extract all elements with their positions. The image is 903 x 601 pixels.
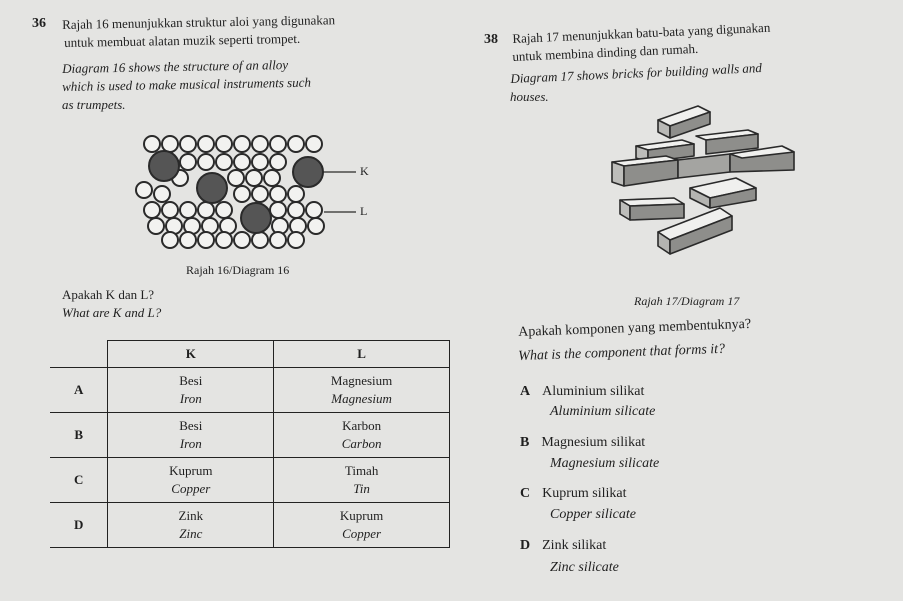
q38-text-en-2: houses. bbox=[510, 89, 549, 104]
option-l-cell bbox=[274, 368, 450, 413]
l-ms: Karbon bbox=[342, 418, 382, 433]
q38-question-ms: Apakah komponen yang membentuknya? bbox=[518, 316, 752, 340]
q38-option-c[interactable] bbox=[520, 484, 627, 502]
k-ms: Kuprum bbox=[169, 463, 213, 478]
option-text-ms: Magnesium silikat bbox=[541, 435, 646, 450]
q36-text-ms-2: untuk membuat alatan muzik seperti trompet. bbox=[64, 30, 301, 50]
q38-number: 38 bbox=[484, 32, 498, 47]
option-row-b[interactable] bbox=[50, 413, 450, 458]
option-text-ms: Kuprum silikat bbox=[542, 486, 627, 501]
option-letter: D bbox=[50, 503, 108, 548]
q36-question-ms: Apakah K dan L? bbox=[62, 287, 155, 302]
option-l-cell bbox=[274, 458, 450, 503]
option-text-ms: Aluminium silikat bbox=[542, 384, 645, 399]
option-k-cell bbox=[108, 368, 274, 413]
q38-text-ms-1: Rajah 17 menunjukkan batu-bata yang digunakan bbox=[512, 19, 771, 46]
option-letter: C bbox=[50, 458, 108, 503]
k-en: Iron bbox=[179, 436, 202, 451]
k-en: Copper bbox=[171, 481, 211, 496]
option-text-ms: Zink silikat bbox=[542, 538, 607, 553]
option-letter: C bbox=[520, 486, 531, 501]
k-ms: Zink bbox=[178, 508, 204, 523]
option-row-a[interactable] bbox=[50, 368, 450, 413]
table-header-l: L bbox=[274, 341, 450, 368]
k-ms: Besi bbox=[179, 418, 203, 433]
alloy-structure-diagram bbox=[130, 128, 390, 258]
l-ms: Magnesium bbox=[330, 373, 393, 388]
q38-option-d-en: Zinc silicate bbox=[550, 560, 619, 575]
brick-stack bbox=[612, 106, 794, 254]
q36-question-en: What are K and L? bbox=[62, 305, 162, 320]
bricks-illustration bbox=[600, 96, 810, 266]
l-ms: Kuprum bbox=[339, 508, 384, 523]
diagram-17-caption: Rajah 17/Diagram 17 bbox=[634, 294, 740, 308]
q38-option-d[interactable] bbox=[520, 536, 606, 554]
option-letter: D bbox=[520, 538, 531, 553]
q36-text-en-2: which is used to make musical instruments such bbox=[62, 74, 312, 94]
option-letter: A bbox=[520, 384, 531, 399]
q38-question-en: What is the component that forms it? bbox=[518, 341, 726, 364]
l-en: Tin bbox=[353, 481, 370, 496]
option-letter: A bbox=[50, 368, 108, 413]
l-en: Carbon bbox=[341, 436, 382, 451]
option-letter: B bbox=[520, 435, 530, 450]
q38-option-b-en: Magnesium silicate bbox=[550, 456, 660, 471]
option-l-cell bbox=[274, 503, 450, 548]
table-header-k: K bbox=[108, 341, 274, 368]
diagram-label-k: K bbox=[360, 164, 369, 178]
option-k-cell bbox=[108, 503, 274, 548]
q38-option-a-en: Aluminium silicate bbox=[550, 404, 656, 419]
option-k-cell bbox=[108, 413, 274, 458]
q36-text-en-3: as trumpets. bbox=[62, 97, 126, 112]
l-en: Copper bbox=[342, 526, 382, 541]
q36-number: 36 bbox=[32, 16, 46, 31]
k-en: Zinc bbox=[179, 526, 203, 541]
l-ms: Timah bbox=[344, 463, 379, 478]
k-ms: Besi bbox=[179, 373, 203, 388]
q38-text-en-1: Diagram 17 shows bricks for building walls and bbox=[510, 60, 763, 86]
k-en: Iron bbox=[179, 391, 202, 406]
option-k-cell bbox=[108, 458, 274, 503]
option-letter: B bbox=[50, 413, 108, 458]
q38-text-ms-2: untuk membina dinding dan rumah. bbox=[512, 40, 699, 64]
q38-option-c-en: Copper silicate bbox=[550, 507, 636, 522]
l-en: Magnesium bbox=[331, 391, 392, 406]
option-l-cell bbox=[274, 413, 450, 458]
table-corner bbox=[50, 341, 108, 368]
diagram-label-l: L bbox=[360, 204, 368, 218]
option-row-d[interactable] bbox=[50, 503, 450, 548]
q38-option-a[interactable] bbox=[520, 382, 644, 400]
q36-text-ms-1: Rajah 16 menunjukkan struktur aloi yang digunakan bbox=[62, 12, 336, 32]
q36-options-table bbox=[50, 340, 450, 548]
q36-options-table-wrapper bbox=[50, 340, 450, 548]
option-row-c[interactable] bbox=[50, 458, 450, 503]
diagram-16-caption: Rajah 16/Diagram 16 bbox=[186, 263, 290, 277]
q36-text-en-1: Diagram 16 shows the structure of an alloy bbox=[62, 57, 289, 76]
q38-option-b[interactable] bbox=[520, 433, 645, 451]
